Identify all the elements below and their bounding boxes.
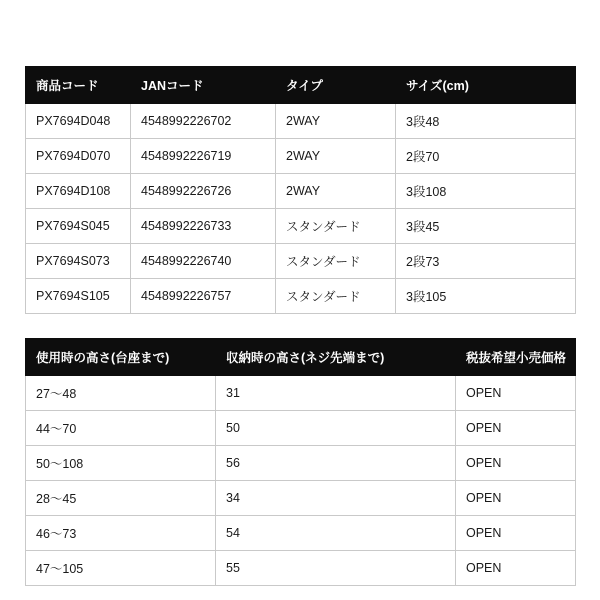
cell-height-in-use: 50〜108 bbox=[26, 446, 216, 481]
cell-height-stored: 34 bbox=[216, 481, 456, 516]
cell-size: 2段70 bbox=[396, 139, 576, 174]
table-header-row bbox=[26, 339, 576, 376]
cell-price: OPEN bbox=[456, 446, 576, 481]
cell-height-in-use: 27〜48 bbox=[26, 376, 216, 411]
cell-jan-code: 4548992226726 bbox=[131, 174, 276, 209]
column-header-price: 税抜希望小売価格 bbox=[456, 339, 576, 376]
cell-height-stored: 31 bbox=[216, 376, 456, 411]
cell-jan-code: 4548992226702 bbox=[131, 104, 276, 139]
cell-height-in-use: 28〜45 bbox=[26, 481, 216, 516]
cell-product-code: PX7694S073 bbox=[26, 244, 131, 279]
cell-product-code: PX7694S045 bbox=[26, 209, 131, 244]
product-code-table bbox=[25, 66, 576, 314]
table-spacer bbox=[25, 314, 575, 338]
cell-type: スタンダード bbox=[276, 279, 396, 314]
cell-height-in-use: 44〜70 bbox=[26, 411, 216, 446]
cell-size: 2段73 bbox=[396, 244, 576, 279]
table-row bbox=[26, 174, 576, 209]
table-row bbox=[26, 376, 576, 411]
cell-height-in-use: 47〜105 bbox=[26, 551, 216, 586]
cell-type: 2WAY bbox=[276, 139, 396, 174]
table-row bbox=[26, 209, 576, 244]
cell-size: 3段108 bbox=[396, 174, 576, 209]
column-header-jan-code: JANコード bbox=[131, 67, 276, 104]
cell-product-code: PX7694S105 bbox=[26, 279, 131, 314]
table-row bbox=[26, 244, 576, 279]
table-row bbox=[26, 551, 576, 586]
cell-price: OPEN bbox=[456, 411, 576, 446]
cell-jan-code: 4548992226733 bbox=[131, 209, 276, 244]
cell-type: スタンダード bbox=[276, 209, 396, 244]
cell-price: OPEN bbox=[456, 516, 576, 551]
cell-product-code: PX7694D070 bbox=[26, 139, 131, 174]
cell-jan-code: 4548992226719 bbox=[131, 139, 276, 174]
cell-height-stored: 50 bbox=[216, 411, 456, 446]
table-header-row bbox=[26, 67, 576, 104]
cell-product-code: PX7694D048 bbox=[26, 104, 131, 139]
cell-product-code: PX7694D108 bbox=[26, 174, 131, 209]
cell-type: 2WAY bbox=[276, 174, 396, 209]
cell-height-stored: 55 bbox=[216, 551, 456, 586]
cell-price: OPEN bbox=[456, 481, 576, 516]
cell-type: スタンダード bbox=[276, 244, 396, 279]
table-row bbox=[26, 279, 576, 314]
column-header-product-code: 商品コード bbox=[26, 67, 131, 104]
cell-size: 3段48 bbox=[396, 104, 576, 139]
cell-price: OPEN bbox=[456, 376, 576, 411]
cell-price: OPEN bbox=[456, 551, 576, 586]
cell-jan-code: 4548992226740 bbox=[131, 244, 276, 279]
column-header-height-stored: 収納時の高さ(ネジ先端まで) bbox=[216, 339, 456, 376]
cell-height-stored: 56 bbox=[216, 446, 456, 481]
cell-jan-code: 4548992226757 bbox=[131, 279, 276, 314]
cell-type: 2WAY bbox=[276, 104, 396, 139]
column-header-type: タイプ bbox=[276, 67, 396, 104]
cell-height-in-use: 46〜73 bbox=[26, 516, 216, 551]
table-row bbox=[26, 481, 576, 516]
cell-size: 3段45 bbox=[396, 209, 576, 244]
table-row bbox=[26, 139, 576, 174]
table-row bbox=[26, 411, 576, 446]
cell-size: 3段105 bbox=[396, 279, 576, 314]
dimension-price-table bbox=[25, 338, 576, 586]
cell-height-stored: 54 bbox=[216, 516, 456, 551]
table-row bbox=[26, 446, 576, 481]
table-row bbox=[26, 104, 576, 139]
table-row bbox=[26, 516, 576, 551]
column-header-height-in-use: 使用時の高さ(台座まで) bbox=[26, 339, 216, 376]
column-header-size: サイズ(cm) bbox=[396, 67, 576, 104]
